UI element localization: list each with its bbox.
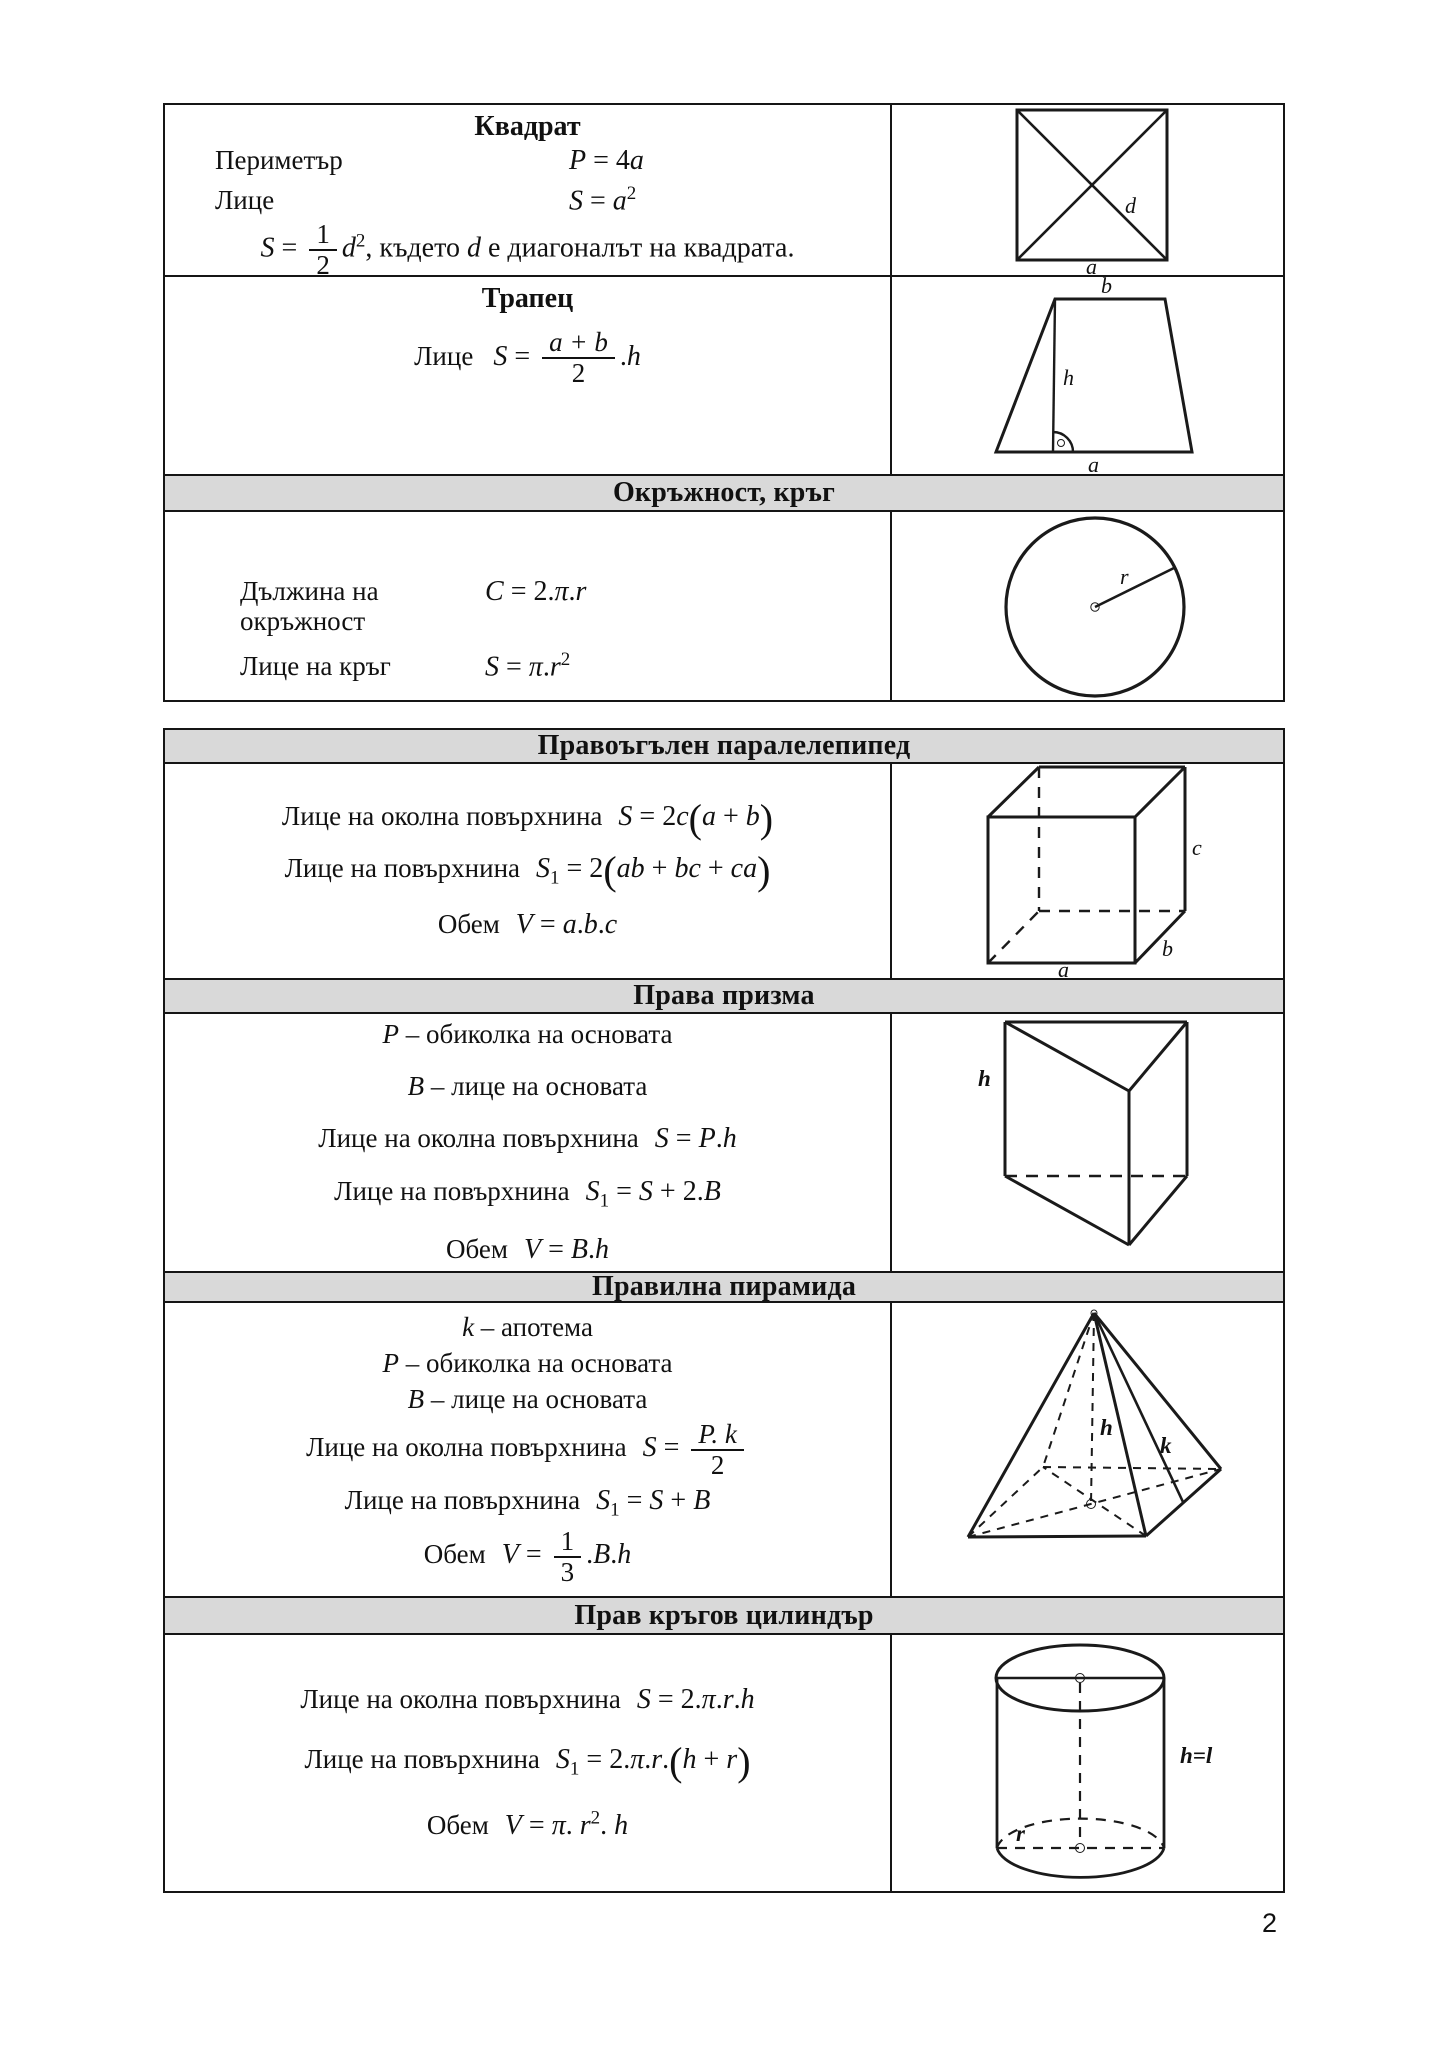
box-lateral-formula: S = 2c(a + b) bbox=[618, 795, 774, 841]
square-diagram-cell bbox=[892, 105, 1283, 275]
cylinder-radius-label: r bbox=[1016, 1821, 1025, 1846]
circle-length-label: Дължина на окръжност bbox=[240, 576, 379, 636]
circle-radius-label: r bbox=[1120, 564, 1129, 589]
box-depth-label: b bbox=[1162, 936, 1173, 961]
prism-lateral-label: Лице на околна повърхнина bbox=[318, 1123, 639, 1154]
pyramid-surface-formula: $S_1 = S + B$ bbox=[596, 1485, 711, 1521]
trapezoid-area-line bbox=[165, 328, 890, 388]
box-surface-line bbox=[284, 847, 771, 893]
cylinder-lateral-formula: S = 2.π.r.h bbox=[636, 1683, 755, 1715]
cylinder-diagram-cell bbox=[892, 1635, 1283, 1891]
box-surface-label: Лице на повърхнина bbox=[284, 852, 521, 883]
square-diagonal-label: d bbox=[1125, 193, 1136, 218]
pyramid-perimeter-def: P – обиколка на основата bbox=[382, 1347, 673, 1378]
cylinder-volume-label: Обем bbox=[426, 1810, 489, 1841]
circle-area-line bbox=[165, 645, 890, 682]
square-area-line bbox=[165, 177, 890, 217]
row-cylinder bbox=[165, 1635, 1283, 1891]
square-area-formula: $S = a^2$ bbox=[569, 183, 637, 217]
pyramid-height-label: h bbox=[1100, 1415, 1113, 1440]
cylinder-formulas-cell bbox=[165, 1635, 892, 1891]
pyramid-apothem-def: k – апотема bbox=[462, 1311, 593, 1342]
prism-formulas-cell bbox=[165, 1014, 892, 1271]
cylinder-surface-line bbox=[304, 1738, 751, 1784]
square-title: Квадрат bbox=[474, 111, 581, 142]
pyramid-lateral-formula: S = $\frac{P. k}{2}$ bbox=[643, 1432, 749, 1463]
square-perimeter-line bbox=[165, 144, 890, 177]
row-trapezoid bbox=[165, 277, 1283, 476]
circle-diagram-cell bbox=[892, 512, 1283, 700]
trapezoid-area-label: Лице bbox=[414, 340, 474, 371]
prism-surface-label: Лице на повърхнина bbox=[334, 1176, 570, 1207]
box-diagram-cell bbox=[892, 764, 1283, 978]
square-area-label: Лице bbox=[215, 185, 275, 216]
square-diagram bbox=[892, 105, 1285, 275]
prism-section-header: Права призма bbox=[165, 980, 1283, 1014]
circle-length-line bbox=[165, 576, 890, 636]
square-perimeter-formula: P = 4a bbox=[569, 145, 644, 176]
prism-surface-formula: $S_1 = S + 2.B$ bbox=[585, 1176, 721, 1212]
trapezoid-diagram bbox=[892, 277, 1285, 474]
box-volume-formula: V = a.b.c bbox=[515, 909, 618, 941]
pyramid-base-def: B – лице на основата bbox=[407, 1383, 648, 1414]
box-volume-line bbox=[438, 909, 617, 941]
circle-section-header: Окръжност, кръг bbox=[165, 476, 1283, 512]
prism-diagram bbox=[892, 1014, 1285, 1271]
trapezoid-bottom-label: a bbox=[1088, 452, 1099, 474]
row-circle bbox=[165, 512, 1283, 700]
box-section-header: Правоъгълен паралелепипед bbox=[165, 730, 1283, 764]
trapezoid-title: Трапец bbox=[481, 283, 574, 314]
pyramid-surface-label: Лице на повърхнина bbox=[344, 1485, 581, 1516]
prism-volume-formula: V = B.h bbox=[523, 1233, 609, 1265]
pyramid-volume-label: Обем bbox=[423, 1539, 486, 1570]
pyramid-surface-line bbox=[345, 1485, 711, 1522]
prism-volume-label: Обем bbox=[446, 1233, 508, 1264]
cylinder-section-header: Прав кръгов цилиндър bbox=[165, 1598, 1283, 1635]
prism-height-label: h bbox=[978, 1066, 991, 1091]
pyramid-section-header: Правилна пирамида bbox=[165, 1273, 1283, 1303]
trapezoid-diagram-cell bbox=[892, 277, 1283, 474]
square-side-label: a bbox=[1086, 254, 1097, 275]
trapezoid-height-label: h bbox=[1063, 365, 1074, 390]
pyramid-apothem-label: k bbox=[1160, 1433, 1172, 1458]
cylinder-height-label: h=l bbox=[1180, 1743, 1213, 1768]
cylinder-surface-label: Лице на повърхнина bbox=[304, 1743, 540, 1774]
square-perimeter-label: Периметър bbox=[215, 145, 343, 175]
box-formulas-cell bbox=[165, 764, 892, 978]
prism-perimeter-def: P – обиколка на основата bbox=[382, 1019, 673, 1050]
row-box bbox=[165, 764, 1283, 980]
square-diagonal-formula: S = $\frac{1}{2}$ $d^2$, където d е диагоналът на квадрата. bbox=[260, 219, 795, 281]
circle-formulas-cell bbox=[165, 512, 892, 700]
circle-length-formula: C = 2.π.r bbox=[485, 576, 587, 607]
table-plane-figures bbox=[163, 103, 1285, 702]
pyramid-diagram-cell bbox=[892, 1303, 1283, 1596]
prism-lateral-formula: S = P.h bbox=[654, 1123, 737, 1155]
box-width-label: a bbox=[1058, 957, 1069, 978]
cylinder-volume-line bbox=[427, 1808, 628, 1842]
row-square bbox=[165, 105, 1283, 281]
pyramid-lateral-label: Лице на околна повърхнина bbox=[306, 1432, 627, 1463]
prism-lateral-line bbox=[318, 1123, 736, 1155]
cylinder-surface-formula: $S_1 = 2.\pi.r.(h + r)$ bbox=[555, 1738, 751, 1784]
circle-diagram bbox=[892, 512, 1285, 698]
box-volume-label: Обем bbox=[437, 909, 500, 940]
box-surface-formula: $S_1 = 2(ab$ + bc + ca) bbox=[536, 847, 771, 893]
pyramid-formulas-cell bbox=[165, 1303, 892, 1596]
cylinder-volume-formula: V = π. $r^2$. h bbox=[504, 1808, 629, 1842]
prism-base-def: B – лице на основата bbox=[407, 1071, 648, 1102]
square-formulas-cell bbox=[165, 105, 892, 281]
pyramid-diagram bbox=[892, 1303, 1285, 1596]
prism-volume-line bbox=[446, 1234, 609, 1266]
circle-area-label: Лице на кръг bbox=[240, 651, 391, 682]
row-prism bbox=[165, 1014, 1283, 1273]
box-height-label: c bbox=[1192, 835, 1202, 860]
box-lateral-line bbox=[281, 795, 774, 841]
box-lateral-label: Лице на околна повърхнина bbox=[281, 800, 603, 831]
cylinder-diagram bbox=[892, 1635, 1285, 1889]
page-number: 2 bbox=[1262, 1908, 1278, 1938]
trapezoid-top-label: b bbox=[1101, 277, 1112, 298]
trapezoid-area-formula: S = $\frac{a + b}{2}$ .h bbox=[493, 327, 641, 389]
pyramid-volume-line bbox=[424, 1527, 631, 1587]
trapezoid-formulas-cell bbox=[165, 277, 892, 474]
cylinder-lateral-label: Лице на околна повърхнина bbox=[300, 1683, 621, 1714]
pyramid-volume-formula: V = $\frac{1}{3}$ .B.h bbox=[501, 1525, 632, 1587]
table-solids bbox=[163, 728, 1285, 1893]
cylinder-lateral-line bbox=[300, 1684, 754, 1716]
box-diagram bbox=[892, 764, 1285, 978]
pyramid-lateral-line bbox=[306, 1420, 749, 1480]
prism-surface-line bbox=[334, 1176, 721, 1213]
prism-diagram-cell bbox=[892, 1014, 1283, 1271]
circle-area-formula: $S = \pi.r^2$ bbox=[485, 649, 571, 683]
row-pyramid bbox=[165, 1303, 1283, 1598]
